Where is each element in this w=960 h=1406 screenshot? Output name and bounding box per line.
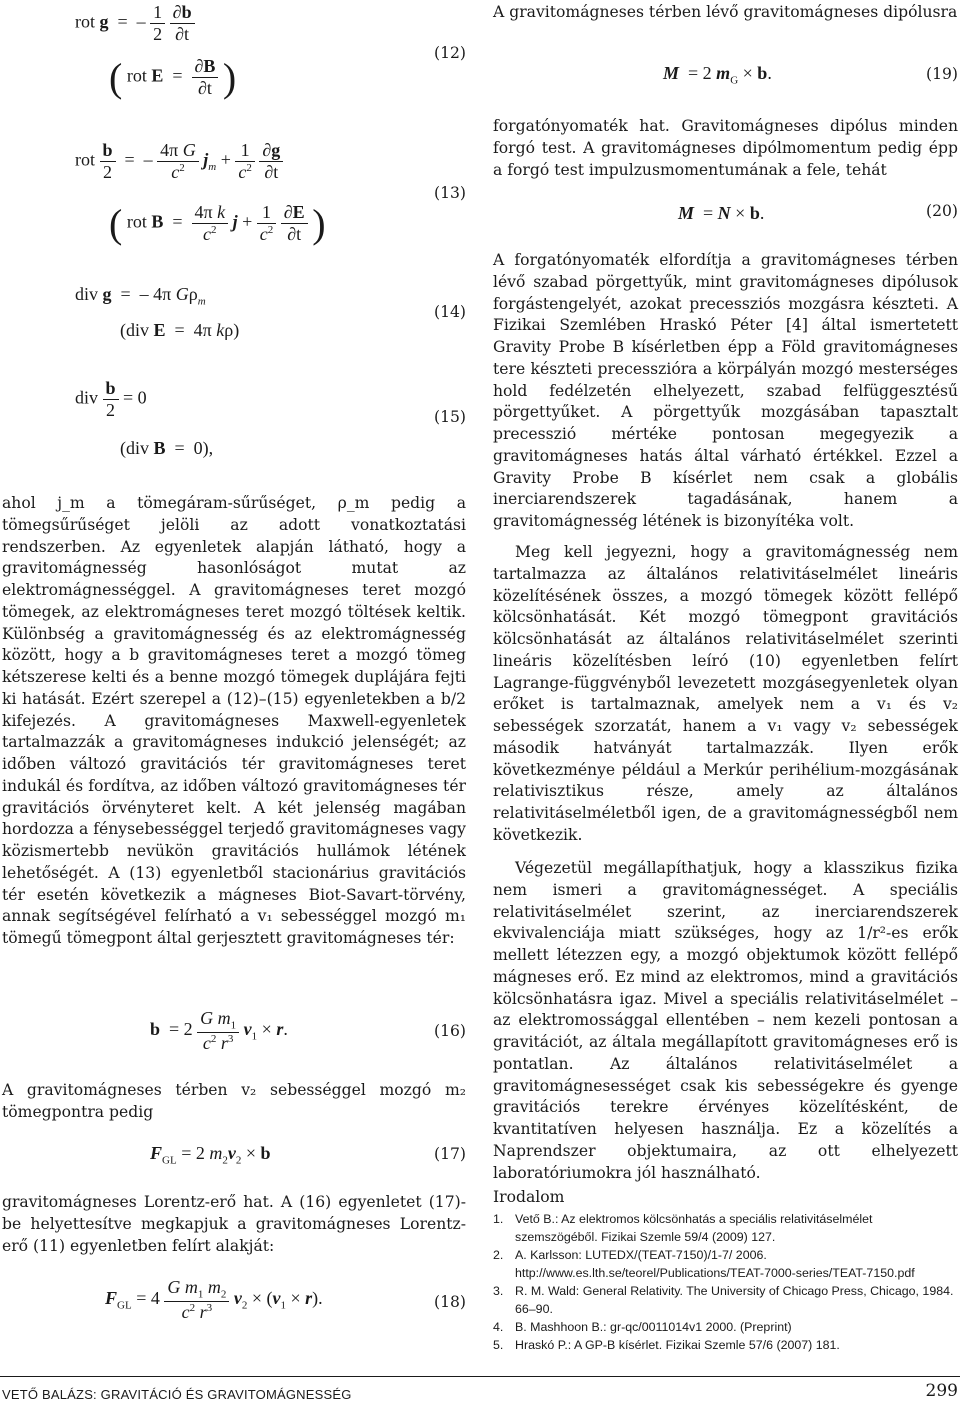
equation-20: M = N × b.: [678, 203, 765, 223]
paragraph-left-2: A gravitomágneses térben v₂ sebességgel mozgó m₂ tömegpontra pedig: [2, 1081, 466, 1121]
equation-number-14: (14): [433, 303, 466, 321]
reference-item: 3. R. M. Wald: General Relativity. The University of Chicago Press, Chicago, 1984. 66–90.: [493, 1284, 954, 1316]
equation-number-20: (20): [925, 202, 958, 220]
equation-number-18: (18): [433, 1293, 466, 1311]
equation-13a: rot $\frac{b}{2}$ = – $\frac{\text{4π G}}{c^2}$ $j_m$ + $\frac{1}{c^2}$ $\frac{\partial g}{\partial t}$: [75, 140, 283, 183]
equation-19: M = 2 $m_G \times b$.: [663, 63, 772, 87]
equation-13b: ( rot B = $\frac{\text{4π k}}{c^2}$ j + $\frac{1}{c^2}$ $\frac{\partial E}{\partial t}$ ): [109, 201, 326, 246]
running-title: VETŐ BALÁZS: GRAVITÁCIÓ ÉS GRAVITOMÁGNESSÉG: [2, 1387, 352, 1402]
equation-number-16: (16): [433, 1022, 466, 1040]
paragraph-left-1: ahol j_m a tömegáram-sűrűséget, ρ_m pedig a tömegsűrűséget jelöli az adott vonatkoztatási rendszerben. Az egyenletek alapján látható, hogy a gravitomágnesség hasonlóságot mutat az elektromágnességgel. A gravitomágneses teret mozgó tömegek, az elektromágneses teret mozgó töltések keltik. Különbség a gravitomágnesség és az elektromágnesség között, hogy a b gravitomágneses teret a mozgó tömeg kétszerese kelti és a benne mozgó tömegek duplájára fejti ki hatását. Ezért szerepel a (12)–(15) egyenletekben a b/2 kifejezés. A gravitomágneses Maxwell-egyenletek tartalmazzák a gravitomágneses indukció jelenségét; az időben változó gravitációs tér gravitomágneses teret indukál és fordítva, az időben változó gravitomágneses tér gravitációs örvényteret kelt. A két jelenség magában hordozza a fénysebességgel terjedő gravitomágneses vagy közismertebb nevükön gravitációs hullámok létének lehetőségét. A (13) egyenletből stacionárius gravitációs tér esetén következik a mágneses Biot-Savart-törvény, annak segítségével felírható a v₁ sebességgel mozgó m₁ tömegű tömegpont által gerjesztett gravitomágneses tér:: [2, 494, 466, 947]
references-list: [493, 1210, 958, 1354]
paragraph-right-3: A forgatónyomaték elfordítja a gravitomágneses térben lévő szabad pörgettyűk, mint gravitomágneses dipólusok forgástengelyét, azokat precessziós mozgásra készteti. A Fizikai Szemlében Hraskó Péter [4] által ismertetett Gravity Probe B kísérletben épp a Föld gravitomágneses tere készteti precesszióra a körpályán mozgó mesterséges hold fedélzetén elhelyezett, szabad felfüggesztésű pörgettyűket. A pörgettyűk mozgásában tapasztalt precesszió mértéke pontosan megegyezik a gravitomágneses hatás által várható értékkel. Ezzel a Gravity Probe B kísérlet nem csak a globális inerciarendszerek tagadásának, hanem a gravitomágnesség létének is bizonyítéka volt.: [493, 251, 958, 530]
equation-16: b = 2 $\frac{G m_1}{c^2 r^3}$ $v_1 \times r$.: [150, 1008, 288, 1053]
equation-14a: div g = – 4π $G\rho_m$: [75, 284, 206, 308]
reference-item: 5. Hraskó P.: A GP-B kísérlet. Fizikai Szemle 57/6 (2007) 181.: [493, 1338, 840, 1352]
equation-12a: rot g = – $\frac{1}{2}$ $\frac{\partial b}{\partial t}$: [75, 2, 195, 45]
references-title: Irodalom: [493, 1188, 565, 1206]
references-section: [493, 1186, 958, 1354]
equation-18: $F_{GL} = 4$ $\frac{G m_1 m_2}{c^2 r^3}$ $v_2 \times (v_1 \times r)$.: [105, 1277, 323, 1322]
reference-item: 1. Vető B.: Az elektromos kölcsönhatás a speciális relativitáselmélet szemszögéből. Fizikai Szemle 59/4 (2009) 127.: [493, 1212, 873, 1244]
equation-15b: (div B = 0),: [120, 438, 214, 458]
equation-12b: ( rot E = $\frac{\partial B}{\partial t}$ ): [109, 55, 237, 100]
paragraph-right-4: Meg kell jegyezni, hogy a gravitomágnesség nem tartalmazza az általános relativitáselmélet lineáris közelítésének összes, a mozgó tömegek között fellépő kölcsönhatását. Két mozgó tömegpont gravitációs kölcsönhatását az általános relativitáselmélet szerinti lineáris közelítésben leíró (10) egyenletben felírt Lagrange-függvényből levezetett mozgásegyenletek olyan erőket is tartalmaznak, amelyek nem a v₁ és v₂ sebességek szorzatát, hanem a v₁ vagy v₂ sebességek második hatványát tartalmazzák. Ilyen erők következménye például a Merkúr perihélium-mozgásának relativisztikus része, amely az általános relativitáselméletből igen, de a gravitomágnességből nem következik.: [493, 543, 958, 844]
equation-number-19: (19): [925, 65, 958, 83]
reference-item: 4. B. Mashhoon B.: gr-qc/0011014v1 2000. (Preprint): [493, 1320, 792, 1334]
equation-15a: div $\frac{b}{2}$ = 0: [75, 378, 147, 420]
page-number: 299: [925, 1381, 958, 1401]
paragraph-right-5: Végezetül megállapíthatjuk, hogy a klasszikus fizika nem ismeri a gravitomágnességet. A speciális relativitáselmélet szerint, az inerciarendszerek ekvivalenciája miatt szükséges, hogy az 1/r²-es erők mellett létezzen egy, a mozgó objektumok között fellépő mágneses erő. Ez mind az elektromos, mind a gravitációs kölcsönhatásra igaz. Mivel a speciális relativitáselmélet – az elektromossággal ellentében – nem kezeli pontosan a gravitációt, az általa megállapított gravitomágneses erő is pontatlan. Az általános relativitáselmélet a gravitomágnesességet csak kis sebességekre és gyenge gravitációs terekre érvényes közelítésként, de kvantitatíven helyesen használja. Ez a közelítés a Naprendszer objektumaira, az ott elhelyezett laboratóriumokra jól használható.: [493, 859, 958, 1182]
equation-number-13: (13): [433, 184, 466, 202]
footer-rule: [0, 1376, 960, 1377]
paragraph-left-3: gravitomágneses Lorentz-erő hat. A (16) egyenletet (17)-be helyettesítve megkapjuk a gravitomágneses Lorentz-erő (11) egyenletben felírt alakját:: [2, 1193, 466, 1255]
paragraph-right-2: forgatónyomaték hat. Gravitomágneses dipólus minden forgó test. A gravitomágneses dipólmomentum pedig épp a forgó test impulzusmomentumának a fele, tehát: [493, 117, 958, 179]
equation-number-12: (12): [433, 44, 466, 62]
paragraph-right-1: A gravitomágneses térben lévő gravitomágneses dipólusra: [493, 3, 958, 21]
equation-number-15: (15): [433, 408, 466, 426]
equation-number-17: (17): [433, 1145, 466, 1163]
equation-17: $F_{GL} = 2$ $m_2v_2 \times b$: [150, 1143, 271, 1167]
reference-item: 2. A. Karlsson: LUTEDX/(TEAT-7150)/1-7/ 2006. http://www.es.lth.se/teorel/Publications/TEAT-7000-series/TEAT-7150.pdf: [493, 1248, 915, 1280]
equation-14b: (div E = 4π kρ): [120, 320, 240, 340]
